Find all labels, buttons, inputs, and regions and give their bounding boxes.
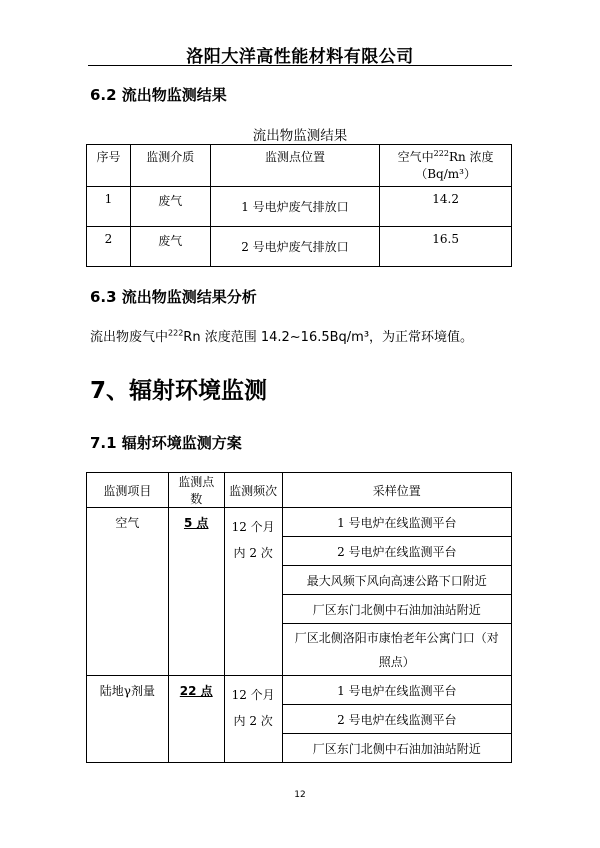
header-points: 监测点数 (168, 473, 224, 508)
header-concentration (380, 145, 512, 187)
header-frequency: 监测频次 (224, 473, 282, 508)
freq-line1: 12 个月 (231, 688, 275, 702)
location-cell: 1 号电炉在线监测平台 (282, 508, 511, 537)
freq-line2: 内 2 次 (233, 714, 273, 728)
row-location: 1 号电炉废气排放口 (210, 187, 379, 227)
table-row (87, 508, 512, 537)
table-header-row (87, 145, 512, 187)
header-divider (88, 65, 512, 66)
location-cell: 2 号电炉在线监测平台 (282, 537, 511, 566)
item-cell: 空气 (87, 508, 169, 676)
points-cell (168, 676, 224, 763)
row-location: 2 号电炉废气排放口 (210, 227, 379, 267)
location-cell: 最大风频下风向高速公路下口附近 (282, 566, 511, 595)
table-row (87, 676, 512, 705)
frequency-cell (224, 676, 282, 763)
conc-unit: （Bq/m³） (415, 167, 476, 181)
frequency-cell (224, 508, 282, 676)
header-sampling-location: 采样位置 (282, 473, 511, 508)
para-post: Rn 浓度范围 14.2~16.5Bq/m³，为正常环境值。 (183, 330, 474, 345)
section-6-3-heading: 6.3 流出物监测结果分析 (90, 288, 257, 306)
table-row (87, 227, 512, 267)
freq-line1: 12 个月 (231, 520, 275, 534)
effluent-results-table (86, 144, 512, 267)
page-number: 12 (294, 790, 306, 800)
location-cell: 厂区东门北侧中石油加油站附近 (282, 734, 511, 763)
conc-post: Rn 浓度 (448, 150, 494, 164)
row-value: 14.2 (380, 187, 512, 227)
row-no: 1 (87, 187, 131, 227)
header-item: 监测项目 (87, 473, 169, 508)
row-medium: 废气 (130, 227, 210, 267)
table-header-row (87, 473, 512, 508)
points-value: 5 点 (183, 516, 209, 530)
location-cell: 厂区东门北侧中石油加油站附近 (282, 595, 511, 624)
table1-caption: 流出物监测结果 (252, 128, 348, 144)
conc-pre: 空气中 (397, 150, 434, 164)
para-sup: 222 (168, 328, 184, 338)
freq-line2: 内 2 次 (233, 546, 273, 560)
location-cell: 厂区北侧洛阳市康怡老年公寓门口（对照点） (282, 624, 511, 676)
company-header: 洛阳大洋高性能材料有限公司 (186, 47, 414, 67)
section-6-2-heading: 6.2 流出物监测结果 (90, 86, 227, 104)
section-6-3-paragraph (90, 326, 473, 345)
conc-sup: 222 (433, 149, 449, 158)
header-medium: 监测介质 (130, 145, 210, 187)
location-cell: 1 号电炉在线监测平台 (282, 676, 511, 705)
points-cell (168, 508, 224, 676)
table-row (87, 187, 512, 227)
item-cell: 陆地γ剂量 (87, 676, 169, 763)
section-7-heading: 7、辐射环境监测 (90, 378, 268, 404)
header-location: 监测点位置 (210, 145, 379, 187)
points-value: 22 点 (179, 684, 213, 698)
location-cell: 2 号电炉在线监测平台 (282, 705, 511, 734)
radiation-monitoring-plan-table (86, 472, 512, 763)
row-no: 2 (87, 227, 131, 267)
header-no: 序号 (87, 145, 131, 187)
row-medium: 废气 (130, 187, 210, 227)
section-7-1-heading: 7.1 辐射环境监测方案 (90, 434, 242, 452)
row-value: 16.5 (380, 227, 512, 267)
para-pre: 流出物废气中 (90, 330, 169, 345)
